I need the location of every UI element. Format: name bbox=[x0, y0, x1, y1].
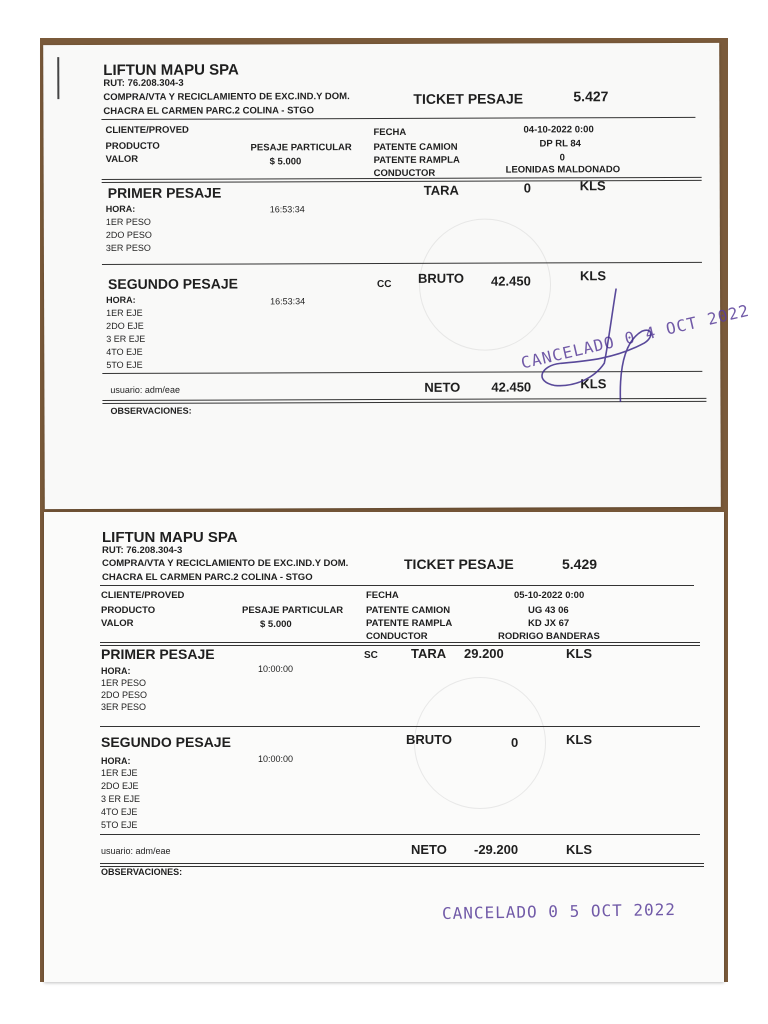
bruto-value: 42.450 bbox=[490, 273, 531, 289]
company-name: LIFTUN MAPU SPA bbox=[102, 529, 238, 546]
conductor-label: CONDUCTOR bbox=[366, 631, 428, 642]
fecha-value: 04-10-2022 0:00 bbox=[523, 124, 594, 136]
hora-primer-value: 10:00:00 bbox=[258, 664, 294, 674]
fecha-value: 05-10-2022 0:00 bbox=[514, 590, 585, 601]
conductor-value: LEONIDAS MALDONADO bbox=[505, 164, 621, 176]
neto-value: 42.450 bbox=[491, 379, 532, 395]
company-name: LIFTUN MAPU SPA bbox=[103, 61, 239, 79]
eje-1: 1ER EJE bbox=[101, 768, 138, 778]
hora-label: HORA: bbox=[105, 203, 136, 214]
eje-2: 2DO EJE bbox=[101, 781, 139, 791]
bruto-label: BRUTO bbox=[417, 270, 465, 286]
primer-pesaje-heading: PRIMER PESAJE bbox=[101, 646, 215, 662]
patente-rampla-value: 0 bbox=[559, 152, 565, 164]
cliente-label: CLIENTE/PROVED bbox=[105, 124, 189, 136]
conductor-value: RODRIGO BANDERAS bbox=[498, 631, 600, 642]
header-rule bbox=[100, 585, 694, 586]
segundo-pesaje-heading: SEGUNDO PESAJE bbox=[107, 275, 238, 292]
observaciones-label: OBSERVACIONES: bbox=[101, 867, 183, 877]
tara-value: 0 bbox=[523, 180, 531, 196]
tara-unit: KLS bbox=[579, 178, 606, 194]
bruto-unit: KLS bbox=[579, 268, 607, 284]
segundo-code: CC bbox=[377, 278, 392, 291]
usuario: usuario: adm/eae bbox=[110, 384, 180, 395]
tara-unit: KLS bbox=[566, 646, 592, 661]
bruto-value: 0 bbox=[511, 735, 519, 750]
eje-2: 2DO EJE bbox=[106, 320, 144, 331]
neto-unit: KLS bbox=[566, 842, 592, 857]
valor-value: $ 5.000 bbox=[269, 156, 302, 168]
company-address: CHACRA EL CARMEN PARC.2 COLINA - STGO bbox=[102, 572, 313, 583]
neto-label: NETO bbox=[411, 842, 447, 857]
hora-segundo-value: 16:53:34 bbox=[270, 296, 306, 307]
ticket-label: TICKET PESAJE bbox=[404, 556, 514, 572]
cliente-label: CLIENTE/PROVED bbox=[101, 590, 185, 601]
cancelado-stamp: CANCELADO 0 4 OCT 2022 bbox=[519, 300, 752, 373]
neto-value: -29.200 bbox=[474, 842, 519, 857]
valor-label: VALOR bbox=[101, 618, 134, 629]
fecha-label: FECHA bbox=[373, 126, 407, 139]
header-rule bbox=[101, 117, 695, 120]
tara-label: TARA bbox=[423, 182, 459, 198]
neto-label: NETO bbox=[424, 379, 461, 395]
primer-rule bbox=[100, 726, 700, 727]
patente-camion-label: PATENTE CAMION bbox=[366, 605, 451, 616]
eje-3: 3 ER EJE bbox=[101, 794, 141, 804]
ticket-label: TICKET PESAJE bbox=[413, 90, 524, 107]
peso-2: 2DO PESO bbox=[105, 229, 152, 240]
hora-segundo-value: 10:00:00 bbox=[258, 754, 294, 764]
primer-rule bbox=[102, 262, 702, 265]
producto-value: PESAJE PARTICULAR bbox=[242, 605, 344, 616]
bruto-unit: KLS bbox=[566, 732, 592, 747]
eje-3: 3 ER EJE bbox=[106, 333, 146, 344]
producto-value: PESAJE PARTICULAR bbox=[250, 142, 352, 154]
patente-camion-value: DP RL 84 bbox=[539, 138, 581, 150]
segundo-pesaje-heading: SEGUNDO PESAJE bbox=[101, 734, 231, 750]
eje-4: 4TO EJE bbox=[106, 346, 143, 357]
producto-label: PRODUCTO bbox=[101, 605, 156, 616]
observaciones-label: OBSERVACIONES: bbox=[110, 405, 192, 416]
neto-unit: KLS bbox=[580, 376, 607, 392]
primer-code: SC bbox=[364, 650, 378, 661]
signature-scribble bbox=[524, 283, 694, 414]
ticket-number: 5.429 bbox=[562, 556, 598, 572]
producto-label: PRODUCTO bbox=[105, 140, 160, 152]
valor-label: VALOR bbox=[105, 153, 139, 165]
ticket-number: 5.427 bbox=[573, 88, 609, 105]
company-rut: RUT: 76.208.304-3 bbox=[103, 77, 184, 89]
neto-double-rule bbox=[100, 863, 704, 867]
peso-3: 3ER PESO bbox=[101, 702, 147, 712]
eje-5: 5TO EJE bbox=[106, 359, 143, 370]
tara-label: TARA bbox=[411, 646, 447, 661]
company-activity: COMPRA/VTA Y RECICLAMIENTO DE EXC.IND.Y DOM. bbox=[103, 91, 350, 103]
hora2-label: HORA: bbox=[106, 294, 136, 305]
weighing-ticket-5429 bbox=[44, 512, 724, 982]
weighing-ticket-5427 bbox=[43, 43, 752, 509]
company-rut: RUT: 76.208.304-3 bbox=[102, 545, 183, 556]
patente-rampla-label: PATENTE RAMPLA bbox=[366, 618, 453, 629]
peso-3: 3ER PESO bbox=[105, 242, 151, 253]
primer-pesaje-heading: PRIMER PESAJE bbox=[107, 184, 222, 201]
patente-camion-value: UG 43 06 bbox=[528, 605, 569, 616]
peso-2: 2DO PESO bbox=[101, 690, 148, 700]
usuario: usuario: adm/eae bbox=[101, 846, 171, 856]
patente-camion-label: PATENTE CAMION bbox=[373, 141, 458, 154]
conductor-label: CONDUCTOR bbox=[373, 167, 436, 180]
margin-mark bbox=[57, 57, 59, 99]
valor-value: $ 5.000 bbox=[260, 619, 292, 630]
segundo-rule bbox=[100, 834, 700, 835]
hora2-label: HORA: bbox=[101, 756, 131, 766]
company-address: CHACRA EL CARMEN PARC.2 COLINA - STGO bbox=[103, 105, 315, 117]
patente-rampla-label: PATENTE RAMPLA bbox=[373, 154, 460, 167]
hora-label: HORA: bbox=[101, 666, 131, 676]
eje-4: 4TO EJE bbox=[101, 807, 138, 817]
patente-rampla-value: KD JX 67 bbox=[528, 618, 570, 629]
peso-1: 1ER PESO bbox=[105, 216, 151, 227]
eje-5: 5TO EJE bbox=[101, 820, 138, 830]
cancelado-stamp: CANCELADO 0 5 OCT 2022 bbox=[441, 899, 677, 924]
eje-1: 1ER EJE bbox=[106, 307, 143, 318]
bruto-label: BRUTO bbox=[406, 732, 452, 747]
fields-double-rule bbox=[102, 177, 702, 183]
fecha-label: FECHA bbox=[366, 590, 399, 601]
tara-value: 29.200 bbox=[464, 646, 504, 661]
company-activity: COMPRA/VTA Y RECICLAMIENTO DE EXC.IND.Y DOM. bbox=[102, 558, 349, 569]
peso-1: 1ER PESO bbox=[101, 678, 147, 688]
hora-primer-value: 16:53:34 bbox=[269, 204, 305, 215]
